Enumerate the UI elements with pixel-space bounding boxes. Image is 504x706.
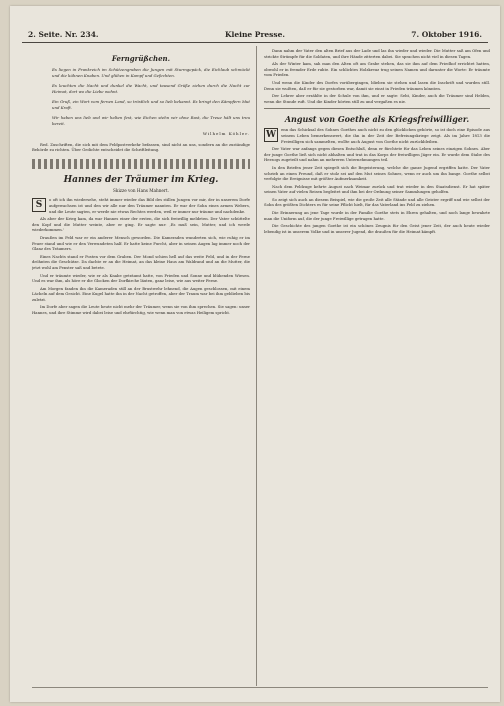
article-paragraph: enn das Schicksal des Sohnes Goethes auch nicht zu den glücklichen gehörte, so ist doch eine Episode aus seinem Leben bemerkenswert, die ihn in der Zeit der Befreiungskriege zeigt. Als im Jahre 1813 die Freiwilligen sich sammelten, wollte auch August von Goethe nicht zurückbleiben. <box>281 127 490 144</box>
poem-title: Ferngrüßchen. <box>111 54 171 63</box>
bottom-rule <box>32 687 488 688</box>
poem-stanza: Es leuchten die Nacht und dunkel die Wacht, und tausend Grüße ziehen durch die Nacht zur Heimat, dort wo die Liebe wohnt. <box>52 83 250 94</box>
story-continuation: Und wenn die Kinder des Dorfes vorübergingen, blieben sie stehen und lasen die Inschrift und wurden still. Denn sie wußten, daß er für sie gestorben war, damit sie einst in Frieden träumen könnten. <box>264 79 490 91</box>
article-paragraph: Die Erinnerung an jene Tage wurde in der Familie Goethe stets in Ehren gehalten, und noch lange bewahrte man die Uniform auf, die der junge Freiwillige getragen hatte. <box>264 210 490 221</box>
issue-date: 7. Oktober 1916. <box>411 30 482 39</box>
editorial-notice: Red. Zuschriften, die sich mit dem Feldpostverkehr befassen, sind nicht an uns, sondern an die zuständige Behörde zu richten. Über Gedichte entscheidet die Schriftleitung. <box>32 141 250 153</box>
article-paragraph: Die Geschichte des jungen Goethe ist ein schönes Zeugnis für den Geist jener Zeit, der auch heute wieder lebendig ist in unserem Volke und in unserer Jugend, die draußen für die Heimat kämpft. <box>264 223 490 234</box>
article-paragraph: Der Vater war anfangs gegen diesen Entschluß, denn er fürchtete für das Leben seines einzigen Sohnes. Aber der junge Goethe ließ sich nicht abhalten und trat in das Korps der freiwilligen Jäger ein. Er wurde dem Stabe des Herzogs zugeteilt und nahm an mehreren Unternehmungen teil. <box>264 146 490 163</box>
article-paragraph: So zeigt sich auch an diesem Beispiel, wie die große Zeit alle Stände und alle Geister ergriff und wie selbst der Sohn des größten Dichters es für seine Pflicht hielt, für das Vaterland ins Feld zu ziehen. <box>264 196 490 208</box>
story-paragraph: Am Morgen fanden ihn die Kameraden still an der Brustwehr lehnend, die Augen geschlossen, mit einem Lächeln auf dem Gesicht. Eine Kugel hatte ihn in der Nacht getroffen, aber der Traum war bei ihm geblieben bis zuletzt. <box>32 285 250 302</box>
story-continuation: Dann nahm der Vater den alten Brief aus der Lade und las ihn wieder und wieder. Die Mutter saß am Ofen und strickte Strümpfe für die Soldaten, und ihre Hände zitterten dabei. Sie sprachen nicht viel in diesen Tagen. <box>264 48 490 59</box>
story-paragraph: Als aber der Krieg kam, da war Hannes einer der ersten, die sich freiwillig meldeten. Der Vater schüttelte den Kopf und die Mutter weinte, aber er ging. Er sagte nur: ,Es muß sein, Mutter, und ich werde wiederkommen.' <box>32 216 250 233</box>
left-column <box>32 48 250 684</box>
newspaper-name: Kleine Presse. <box>224 30 285 39</box>
page-number: 2. Seite. Nr. 234. <box>28 30 99 39</box>
story-body <box>32 197 250 315</box>
column-divider <box>256 46 257 686</box>
newspaper-page <box>10 6 500 702</box>
article-paragraph: In den Briefen jener Zeit spiegelt sich die Begeisterung, welche die ganze Jugend ergriffen hatte. Der Vater schrieb an einen Freund, daß er stolz sei auf den Mut seines Sohnes, wenn er auch um ihn bange. Goethe selbst verfolgte die Ereignisse mit größter Aufmerksamkeit. <box>264 164 490 182</box>
section-rule <box>264 108 490 109</box>
story-continuation: Als der Winter kam, sah man den Alten oft am Grabe stehen, das sie ihm auf dem Friedhof errichtet hatten, obwohl er in fremder Erde ruhte. Ein schlichtes Holzkreuz trug seinen Namen und darunter die Worte: Er träumte vom Frieden. <box>264 61 490 78</box>
poem-stanza: Ein Gruß, ein Wort vom fernen Land, so tröstlich und so lieb bekannt. Es bringt den Kämpfern Mut und Kraft. <box>52 99 250 110</box>
story-paragraph: Und er träumte wieder, wie er als Knabe geträumt hatte, von Frieden und Sonne und blühenden Wiesen. Und es war ihm, als höre er die Glocken der Dorfkirche läuten, ganz leise, wie aus weiter Ferne. <box>32 272 250 284</box>
story-subtitle: Skizze von Hans Mahnert. <box>113 187 169 193</box>
poem-author: Wilhelm Köhler. <box>202 131 250 136</box>
page-header <box>22 30 488 43</box>
story-paragraph: Im Dorfe aber sagen die Leute heute nicht mehr der Träumer, wenn sie von ihm sprechen. Sie sagen: unser Hannes, und ihre Stimme wird dabei leise und ehrfürchtig, wie wenn man von etwas Heiligem spricht. <box>32 304 250 316</box>
drop-cap: S <box>32 198 46 212</box>
poem-stanza: Wir haben uns lieb und wir halten fest, wie Eichen stehn wir ohne Rast, die Treue hält uns treu bereit. <box>52 115 250 126</box>
drop-cap: W <box>265 130 277 141</box>
right-column <box>264 48 490 684</box>
poem <box>32 67 250 127</box>
story-title: Hannes der Träumer im Krieg. <box>63 174 219 185</box>
article-title: Angust von Goethe als Kriegsfreiwilliger. <box>284 114 470 125</box>
story-paragraph: o oft ich ihn wiedersehe, steht immer wieder das Bild des stillen Jungen vor mir, der in unserem Dorfe aufgewachsen ist und den wir alle nur den Träumer nannten. Er war der Sohn eines armen Webers, und die Leute sagten, er werde nie etwas Rechtes werden, weil er immer nur träume und nachdenke. <box>49 197 250 214</box>
article-body <box>264 127 490 234</box>
article-paragraph: Nach dem Feldzuge kehrte August nach Weimar zurück und trat wieder in den Staatsdienst. Er hat später seinen Vater auf vielen Reisen begleitet und ihm bei der Ordnung seiner Sammlungen geholfen. <box>264 183 490 195</box>
ornamental-divider <box>32 159 250 169</box>
poem-stanza: Es liegen in Frankreich im Schützengraben die Jungen mit Sturmgepäck, die Eichlaub schmückt und die kühnen Knaben. Und glühen in Kampf und Gefechten. <box>52 67 250 78</box>
story-paragraph: Draußen im Feld war er ein anderer Mensch geworden. Die Kameraden wunderten sich, wie ruhig er im Feuer stand und wie er den Verwundeten half. Er hatte keine Furcht, aber in seinen Augen lag immer noch der Glanz des Träumers. <box>32 234 250 252</box>
story-paragraph: Eines Nachts stand er Posten vor dem Graben. Der Mond schien hell auf das weite Feld, und in der Ferne dröhnten die Geschütze. Da dachte er an die Heimat, an das kleine Haus am Waldrand und an die Mutter, die jetzt wohl am Fenster saß und betete. <box>32 253 250 270</box>
story-continuation: Der Lehrer aber erzählte in der Schule von ihm, und er sagte: Seht, Kinder, auch die Träumer sind Helden, wenn die Stunde ruft. Und die Kinder hörten still zu und vergaßen es nie. <box>264 93 490 104</box>
